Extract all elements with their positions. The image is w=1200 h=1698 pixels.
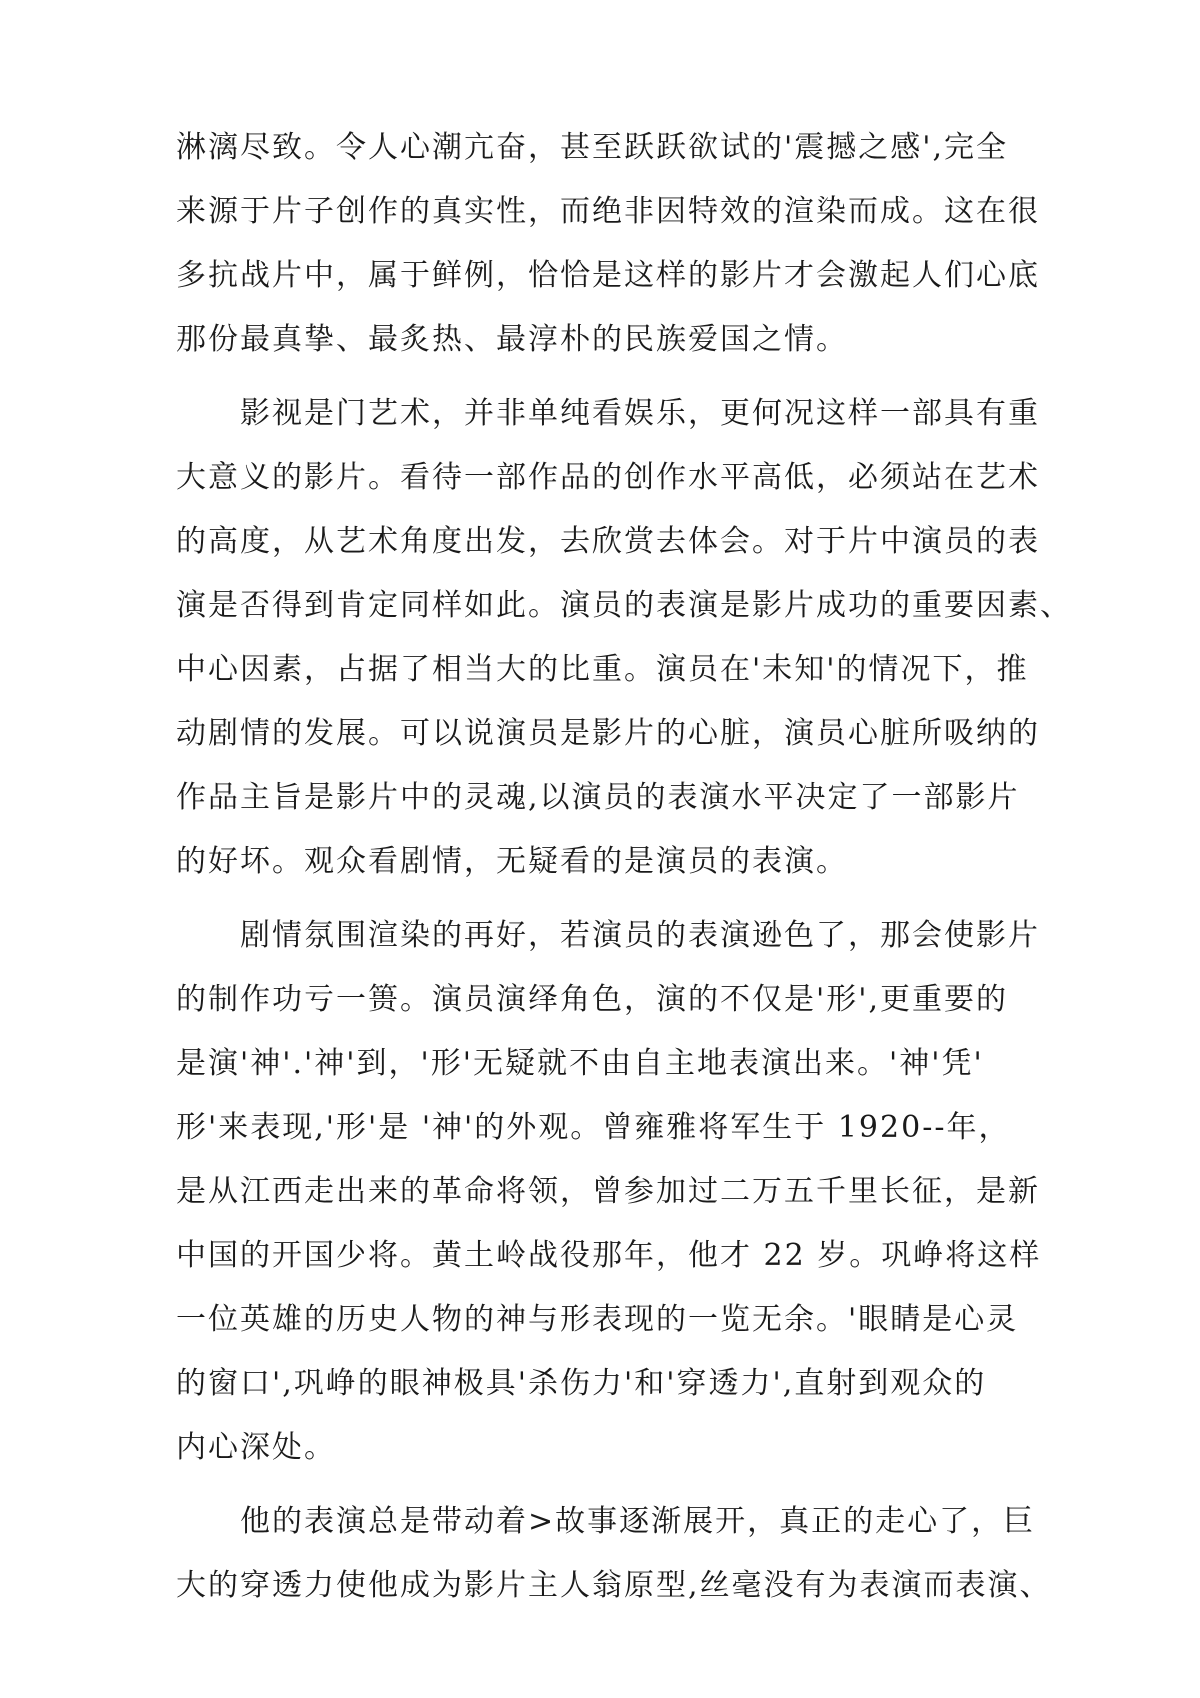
text-line: 的好坏。观众看剧情，无疑看的是演员的表演。 (176, 844, 848, 879)
paragraph (176, 904, 1042, 1480)
text-line: 大意义的影片。看待一部作品的创作水平高低，必须站在艺术 (176, 460, 1040, 495)
text-line: 演是否得到肯定同样如此。演员的表演是影片成功的重要因素、 (176, 588, 1072, 623)
text-line: 中国的开国少将。黄土岭战役那年，他才 22 岁。巩峥将这样 (176, 1238, 1042, 1273)
text-line: 淋漓尽致。令人心潮亢奋，甚至跃跃欲试的'震撼之感',完全 (176, 130, 1009, 165)
text-line: 剧情氛围渲染的再好，若演员的表演逊色了，那会使影片 (240, 918, 1040, 953)
text-line: 来源于片子创作的真实性，而绝非因特效的渲染而成。这在很 (176, 194, 1040, 229)
text-line: 一位英雄的历史人物的神与形表现的一览无余。'眼睛是心灵 (176, 1302, 1019, 1337)
text-line: 的高度，从艺术角度出发，去欣赏去体会。对于片中演员的表 (176, 524, 1040, 559)
text-line: 动剧情的发展。可以说演员是影片的心脏，演员心脏所吸纳的 (176, 716, 1040, 751)
text-line: 影视是门艺术，并非单纯看娱乐，更何况这样一部具有重 (240, 396, 1040, 431)
paragraph (176, 382, 1072, 894)
text-line: 多抗战片中，属于鲜例，恰恰是这样的影片才会激起人们心底 (176, 258, 1040, 293)
text-line: 作品主旨是影片中的灵魂,以演员的表演水平决定了一部影片 (176, 780, 1020, 815)
text-line: 是演'神'.'神'到，'形'无疑就不由自主地表演出来。'神'凭' (176, 1046, 984, 1081)
text-line: 形'来表现,'形'是 '神'的外观。曾雍雅将军生于 1920--年， (176, 1110, 1011, 1145)
paragraph-spacer (176, 1480, 1036, 1490)
paragraph (176, 1490, 1052, 1618)
paragraph-spacer (176, 894, 1036, 904)
text-line: 大的穿透力使他成为影片主人翁原型,丝毫没有为表演而表演、 (176, 1568, 1052, 1603)
text-line: 的窗口',巩峥的眼神极具'杀伤力'和'穿透力',直射到观众的 (176, 1366, 987, 1401)
paragraph (176, 116, 1040, 372)
paragraph-spacer (176, 372, 1036, 382)
text-line: 是从江西走出来的革命将领，曾参加过二万五千里长征，是新 (176, 1174, 1040, 1209)
document-body (176, 116, 1072, 1618)
text-line: 他的表演总是带动着>故事逐渐展开，真正的走心了，巨 (240, 1504, 1036, 1539)
text-line: 中心因素，占据了相当大的比重。演员在'未知'的情况下，推 (176, 652, 1029, 687)
text-line: 那份最真挚、最炙热、最淳朴的民族爱国之情。 (176, 322, 848, 357)
text-line: 的制作功亏一篑。演员演绎角色，演的不仅是'形',更重要的 (176, 982, 1009, 1017)
text-line: 内心深处。 (176, 1430, 336, 1465)
